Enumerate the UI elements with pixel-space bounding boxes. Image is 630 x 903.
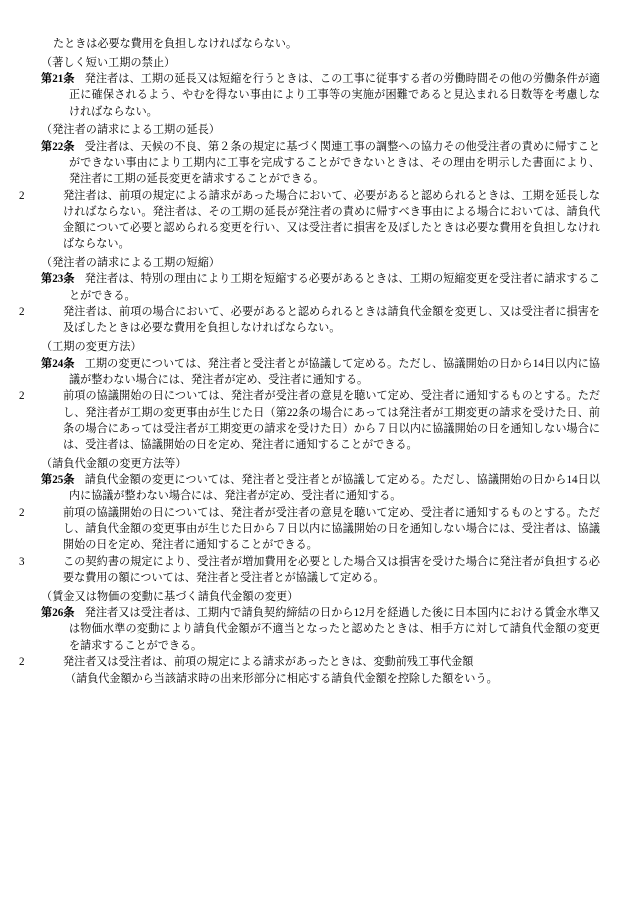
clause-number: 2 [19, 506, 25, 519]
section-heading: （発注者の請求による工期の短縮） [41, 256, 221, 269]
article-paragraph [41, 472, 600, 504]
section-heading: （賃金又は物価の変動に基づく請負代金額の変更） [41, 590, 299, 603]
clause-paragraph [19, 654, 600, 670]
document-body [19, 36, 600, 687]
article-paragraph [41, 139, 600, 187]
article-text: 請負代金額の変更については、発注者と受注者とが協議して定める。ただし、協議開始の日から14日以内に協議が整わない場合には、発注者が定め、受注者に通知する。 [69, 474, 600, 503]
clause-text: 発注者又は受注者は、前項の規定による請求があったときは、変動前残工事代金額 [63, 656, 474, 669]
clause-paragraph [19, 554, 600, 586]
article-paragraph [41, 271, 600, 303]
indented-continuation-line: （請負代金額から当該請求時の出来形部分に相応する請負代金額を控除した額をいう。 [65, 672, 498, 685]
section-heading: （請負代金額の変更方法等） [41, 457, 187, 470]
article-text: 発注者又は受注者は、工期内で請負契約締結の日から12月を経過した後に日本国内における賃金水準又は物価水準の変動により請負代金額が不適当となったと認めたときは、相手方に対して請負代金額の変更を請求することができる。 [69, 607, 600, 652]
clause-number: 2 [19, 390, 25, 403]
article-text: 発注者は、工期の延長又は短縮を行うときは、この工事に従事する者の労働時間その他の労働条件が適正に確保されるよう、やむを得ない事由により工事等の実施が困難であると見込まれる日数等を考慮しなければならない。 [69, 73, 600, 118]
article-text: 受注者は、天候の不良、第２条の規定に基づく関連工事の調整への協力その他受注者の責めに帰すことができない事由により工期内に工事を完成することができないときは、その理由を明示した書面により、発注者に工期の延長変更を請求することができる。 [69, 140, 600, 186]
section-heading: （工期の変更方法） [41, 341, 142, 354]
clause-number: 2 [19, 189, 25, 202]
article-paragraph [41, 605, 600, 653]
article-number: 第24条 [41, 357, 75, 370]
article-paragraph [41, 71, 600, 119]
article-text: 発注者は、特別の理由により工期を短縮する必要があるときは、工期の短縮変更を受注者に請求することができる。 [69, 273, 600, 302]
article-number: 第26条 [41, 607, 75, 620]
continuation-line: たときは必要な費用を負担しなければならない。 [53, 38, 298, 50]
article-number: 第21条 [41, 73, 75, 86]
clause-number: 3 [19, 555, 25, 568]
clause-text: 発注者は、前項の規定による請求があった場合において、必要があると認められるときは、工期を延長しなければならない。発注者は、その工期の延長が発注者の責めに帰すべき事由による場合においては、請負代金額について必要と認められる変更を行い、又は受注者に損害を及ぼしたときは必要な費用を負担しなければならない。 [63, 189, 600, 251]
clause-paragraph [19, 188, 600, 253]
article-number: 第23条 [41, 273, 75, 286]
clause-text: 前項の協議開始の日については、発注者が受注者の意見を聴いて定め、受注者に通知するものとする。ただし、発注者が工期の変更事由が生じた日（第22条の場合にあっては発注者が工期変更の請求を受けた日、前条の場合にあっては受注者が工期変更の請求を受けた日）から７日以内に協議開始の日を通知しない場合には、受注者は、協議開始の日を定め、発注者に通知することができる。 [63, 390, 600, 451]
article-paragraph [41, 356, 600, 388]
section-heading: （発注者の請求による工期の延長） [41, 124, 221, 137]
clause-paragraph [19, 304, 600, 336]
clause-paragraph [19, 388, 600, 453]
article-number: 第25条 [41, 474, 75, 487]
article-number: 第22条 [41, 140, 75, 153]
clause-number: 2 [19, 306, 25, 319]
clause-text: 前項の協議開始の日については、発注者が受注者の意見を聴いて定め、受注者に通知するものとする。ただし、請負代金額の変更事由が生じた日から７日以内に協議開始の日を通知しない場合には、受注者は、協議開始の日を定め、発注者に通知することができる。 [63, 506, 600, 552]
article-text: 工期の変更については、発注者と受注者とが協議して定める。ただし、協議開始の日から14日以内に協議が整わない場合には、発注者が定め、受注者に通知する。 [69, 357, 600, 386]
clause-paragraph [19, 505, 600, 553]
clause-text: この契約書の規定により、受注者が増加費用を必要とした場合又は損害を受けた場合に発注者が負担する必要な費用の額については、発注者と受注者とが協議して定める。 [63, 555, 600, 584]
clause-number: 2 [19, 656, 25, 669]
clause-text: 発注者は、前項の場合において、必要があると認められるときは請負代金額を変更し、又は受注者に損害を及ぼしたときは必要な費用を負担しなければならない。 [63, 306, 600, 335]
section-heading: （著しく短い工期の禁止） [41, 56, 176, 69]
